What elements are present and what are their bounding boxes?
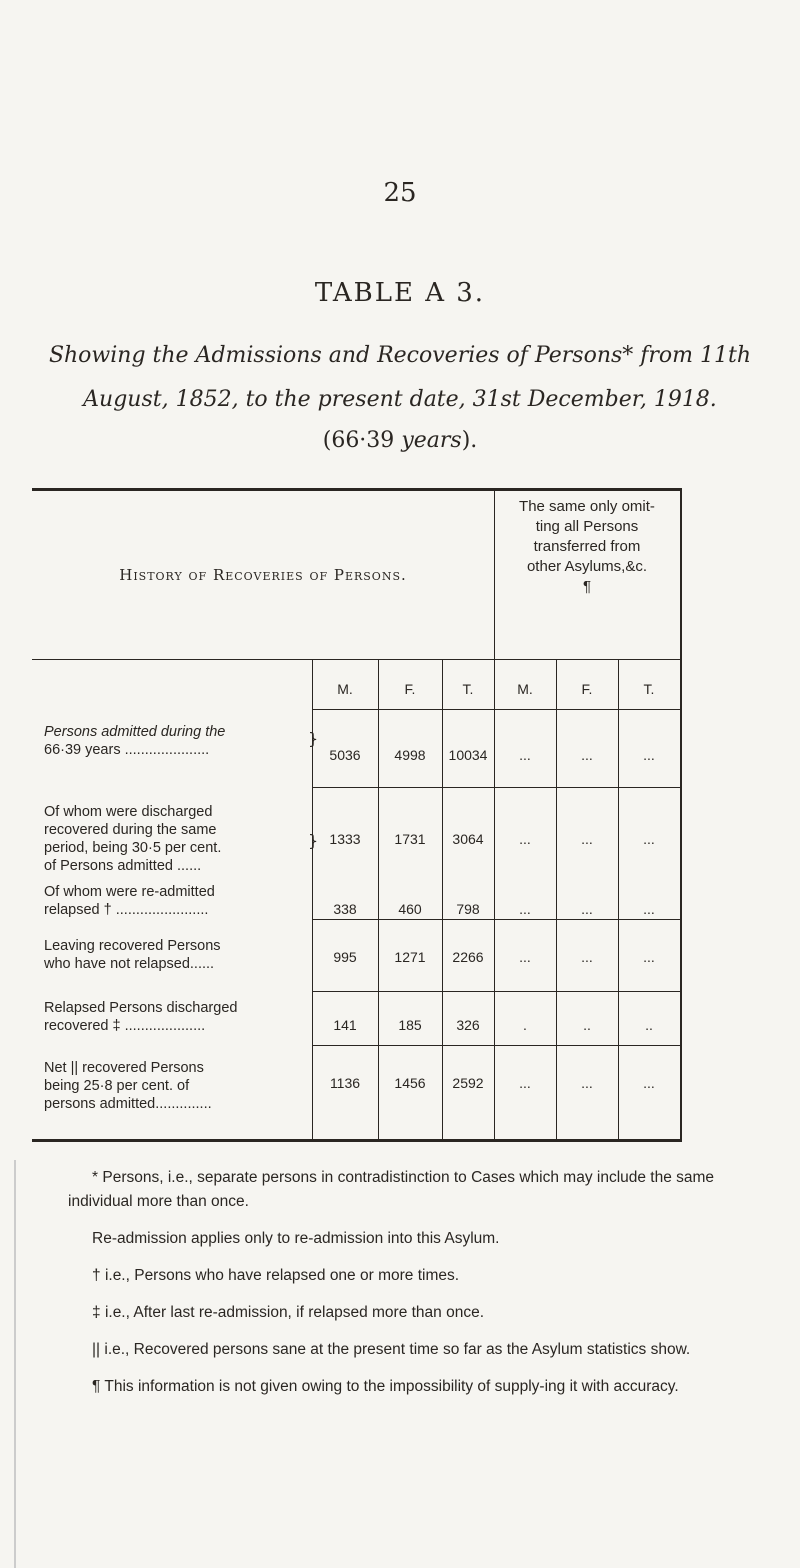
divider — [312, 991, 680, 992]
footnote: ¶ This information is not given owing to the impossibility of supply-ing it with accuracy. — [92, 1378, 679, 1395]
divider — [312, 1045, 680, 1046]
table-cell: .. — [645, 1017, 653, 1033]
table-cell: . — [523, 1017, 527, 1033]
divider — [312, 709, 680, 710]
table-cell: ... — [643, 901, 655, 917]
table-cell: ... — [643, 949, 655, 965]
col-t-2: T. — [643, 681, 655, 697]
brace: } — [308, 729, 319, 748]
row-label: Relapsed Persons discharged recovered ‡ .................... — [44, 1000, 238, 1034]
table-cell: ... — [519, 901, 531, 917]
table-cell: ... — [643, 747, 655, 763]
footnote: † i.e., Persons who have relapsed one or more times. — [92, 1267, 460, 1284]
footnote: ‡ i.e., After last re-admission, if relapsed more than once. — [92, 1304, 485, 1321]
brace: } — [308, 831, 319, 850]
recoveries-table — [32, 488, 682, 1142]
table-cell: .. — [583, 1017, 591, 1033]
table-cell: ... — [643, 1075, 655, 1091]
footnote: * Persons, i.e., separate persons in contradistinction to Cases which may include the same individual more than once. — [68, 1169, 715, 1210]
table-cell: 1271 — [394, 949, 426, 965]
table-cell: ... — [581, 901, 593, 917]
table-cell: 460 — [398, 901, 422, 917]
table-cell: 185 — [398, 1017, 422, 1033]
divider — [32, 659, 680, 660]
subtitle-line-1: Showing the Admissions and Recoveries of Persons* from 11th — [48, 343, 752, 368]
footnotes — [68, 1166, 748, 1412]
divider — [618, 659, 619, 1139]
col-t: T. — [462, 681, 474, 697]
table-cell: 1333 — [329, 831, 361, 847]
table-cell: 4998 — [394, 747, 426, 763]
table-cell: 5036 — [329, 747, 361, 763]
row-label: Net || recovered Persons being 25·8 per cent. of persons admitted.............. — [44, 1060, 212, 1112]
col-f: F. — [404, 681, 416, 697]
footnote: Re-admission applies only to re-admission into this Asylum. — [92, 1230, 500, 1247]
table-cell: ... — [519, 831, 531, 847]
table-cell: ... — [643, 831, 655, 847]
years-span: (66·39 years). — [322, 428, 478, 453]
table-cell: 141 — [333, 1017, 357, 1033]
table-cell: 798 — [456, 901, 480, 917]
table-cell: 338 — [333, 901, 357, 917]
divider — [442, 659, 443, 1139]
left-header: History of Recoveries of Persons. — [119, 566, 407, 584]
table-cell: ... — [519, 949, 531, 965]
right-header: The same only omit- ting all Persons transferred from other Asylums,&c. ¶ — [519, 498, 655, 595]
row-label: Leaving recovered Persons who have not relapsed...... — [44, 938, 221, 972]
table-cell: 1456 — [394, 1075, 426, 1091]
table-cell: 10034 — [448, 747, 488, 763]
subtitle-line-2: August, 1852, to the present date, 31st December, 1918. — [83, 387, 717, 412]
page-edge — [14, 1160, 16, 1568]
table-cell: 1136 — [329, 1075, 361, 1091]
table-cell: ... — [581, 1075, 593, 1091]
divider — [494, 491, 495, 1139]
table-cell: 3064 — [452, 831, 484, 847]
col-f-2: F. — [581, 681, 593, 697]
table-cell: 326 — [456, 1017, 480, 1033]
table-cell: 2592 — [452, 1075, 484, 1091]
divider — [378, 659, 379, 1139]
table-cell: ... — [581, 949, 593, 965]
col-m-2: M. — [517, 681, 533, 697]
table-cell: ... — [581, 747, 593, 763]
table-cell: ... — [581, 831, 593, 847]
row-label: Of whom were discharged recovered during the same period, being 30·5 per cent. of Persons admitted ...... — [44, 804, 222, 874]
col-m: M. — [337, 681, 353, 697]
table-cell: 1731 — [394, 831, 426, 847]
row-label: Of whom were re-admitted relapsed † ....................... — [44, 884, 215, 918]
table-subtitle — [40, 334, 760, 422]
footnote: || i.e., Recovered persons sane at the present time so far as the Asylum statistics show. — [92, 1341, 691, 1358]
divider — [312, 787, 680, 788]
divider — [556, 659, 557, 1139]
row-label: Persons admitted during the 66·39 years ..................... — [44, 724, 226, 758]
table-cell: ... — [519, 747, 531, 763]
table-cell: 2266 — [452, 949, 484, 965]
page-number: 25 — [383, 178, 417, 208]
divider — [312, 919, 680, 920]
table-cell: 995 — [333, 949, 357, 965]
table-cell: ... — [519, 1075, 531, 1091]
table-title: TABLE A 3. — [314, 278, 486, 308]
